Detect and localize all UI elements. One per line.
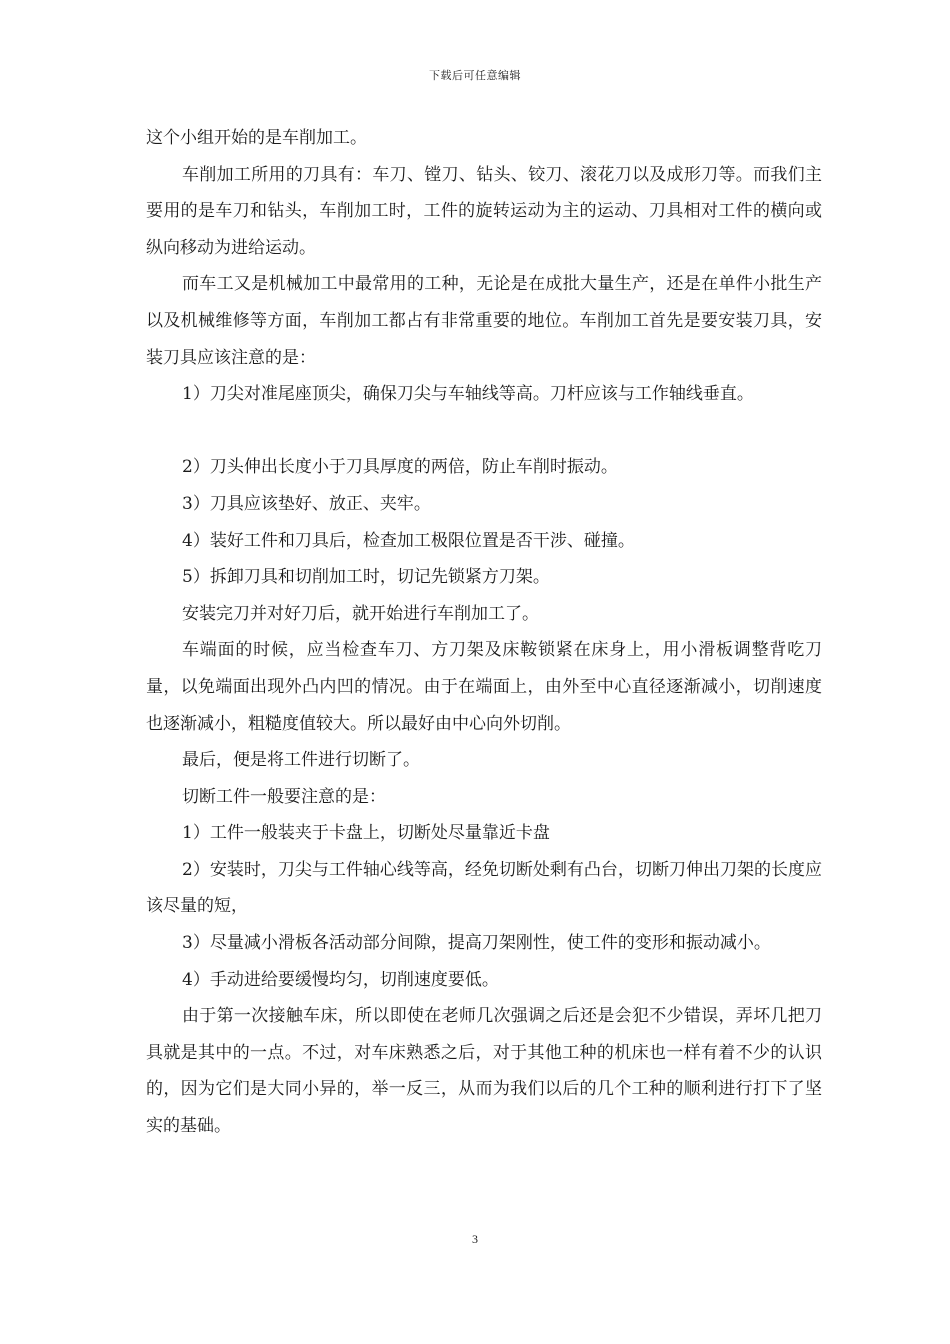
paragraph-intro: 这个小组开始的是车削加工。 (146, 128, 367, 148)
page-number: 3 (472, 1232, 478, 1246)
list-item-tool-1: 1）刀尖对准尾座顶尖，确保刀尖与车轴线等高。刀杆应该与工作轴线垂直。 (182, 384, 754, 405)
paragraph-facing: 车端面的时候，应当检查车刀、方刀架及床鞍锁紧在床身上，用小滑板调整背吃刀量，以免端面出现外凸内凹的情况。由于在端面上，由外至中心直径逐渐减小，切削速度也逐渐减小，粗糙度值较大。所以最好由中心向外切削。 (146, 640, 822, 734)
paragraph-tools: 车削加工所用的刀具有：车刀、镗刀、钻头、铰刀、滚花刀以及成形刀等。而我们主要用的是车刀和钻头，车削加工时，工件的旋转运动为主的运动、刀具相对工件的横向或纵向移动为进给运动。 (146, 164, 822, 258)
list-item-cutoff-4: 4）手动进给要缓慢均匀，切削速度要低。 (182, 969, 499, 990)
blank-line (146, 413, 822, 450)
list-item-tool-4: 4）装好工件和刀具后，检查加工极限位置是否干涉、碰撞。 (182, 530, 635, 551)
paragraph-cutoff-intro: 最后，便是将工件进行切断了。 (182, 750, 420, 771)
list-item-tool-3: 3）刀具应该垫好、放正、夹牢。 (182, 493, 431, 514)
list-item-cutoff-1: 1）工件一般装夹于卡盘上，切断处尽量靠近卡盘 (182, 823, 550, 844)
paragraph-cutoff-notes: 切断工件一般要注意的是： (182, 786, 386, 807)
page-header: 下载后可任意编辑 (429, 69, 521, 82)
document-body (146, 120, 822, 1145)
list-item-cutoff-2: 2）安装时，刀尖与工件轴心线等高，经免切断处剩有凸台，切断刀伸出刀架的长度应该尽量的短， (146, 859, 822, 917)
list-item-cutoff-3: 3）尽量减小滑板各活动部分间隙，提高刀架刚性，使工件的变形和振动减小。 (182, 933, 771, 954)
paragraph-start-turning: 安装完刀并对好刀后，就开始进行车削加工了。 (182, 603, 539, 624)
list-item-tool-5: 5）拆卸刀具和切削加工时，切记先锁紧方刀架。 (182, 567, 550, 588)
list-item-tool-2: 2）刀头伸出长度小于刀具厚度的两倍，防止车削时振动。 (182, 457, 618, 478)
paragraph-conclusion: 由于第一次接触车床，所以即使在老师几次强调之后还是会犯不少错误，弄坏几把刀具就是其中的一点。不过，对车床熟悉之后，对于其他工种的机床也一样有着不少的认识的，因为它们是大同小异的，举一反三，从而为我们以后的几个工种的顺利进行打下了坚实的基础。 (146, 1006, 822, 1137)
paragraph-lathe-importance: 而车工又是机械加工中最常用的工种，无论是在成批大量生产，还是在单件小批生产以及机械维修等方面，车削加工都占有非常重要的地位。车削加工首先是要安装刀具，安装刀具应该注意的是： (146, 274, 822, 368)
